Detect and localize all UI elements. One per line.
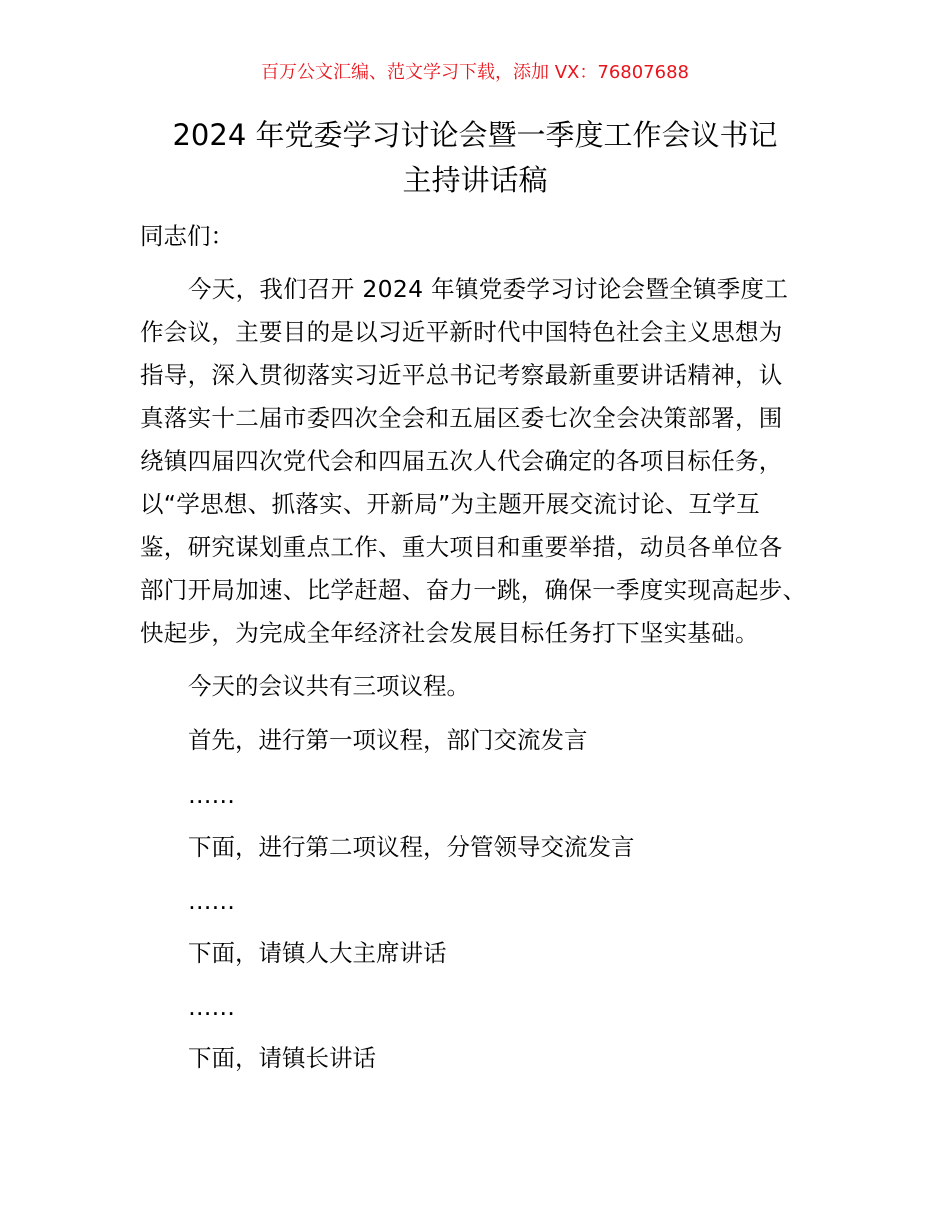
agenda-item: 首先，进行第一项议程，部门交流发言 bbox=[188, 726, 588, 754]
watermark-header: 百万公文汇编、范文学习下载，添加 VX：76807688 bbox=[261, 62, 689, 83]
document-title-line2: 主持讲话稿 bbox=[402, 163, 548, 197]
agenda-item: 下面，请镇人大主席讲话 bbox=[188, 939, 447, 967]
paragraph-line: 绕镇四届四次党代会和四届五次人代会确定的各项目标任务， bbox=[140, 447, 783, 475]
ellipsis: …… bbox=[188, 993, 235, 1021]
agenda-item: 下面，请镇长讲话 bbox=[188, 1044, 376, 1072]
agenda-intro: 今天的会议共有三项议程。 bbox=[188, 672, 470, 700]
paragraph-line: 快起步，为完成全年经济社会发展目标任务打下坚实基础。 bbox=[140, 619, 759, 647]
document-title-line1: 2024 年党委学习讨论会暨一季度工作会议书记 bbox=[172, 118, 778, 152]
ellipsis: …… bbox=[188, 781, 235, 809]
paragraph-line: 真落实十二届市委四次全会和五届区委七次全会决策部署，围 bbox=[140, 404, 783, 432]
paragraph-line: 指导，深入贯彻落实习近平总书记考察最新重要讲话精神，认 bbox=[140, 361, 783, 389]
salutation: 同志们： bbox=[140, 222, 234, 250]
ellipsis: …… bbox=[188, 887, 235, 915]
paragraph-line: 以“学思想、抓落实、开新局”为主题开展交流讨论、互学互 bbox=[140, 490, 760, 518]
paragraph-line: 鉴，研究谋划重点工作、重大项目和重要举措，动员各单位各 bbox=[140, 533, 783, 561]
paragraph-line: 作会议，主要目的是以习近平新时代中国特色社会主义思想为 bbox=[140, 318, 783, 346]
paragraph-line: 今天，我们召开 2024 年镇党委学习讨论会暨全镇季度工 bbox=[188, 275, 789, 303]
paragraph-line: 部门开局加速、比学赶超、奋力一跳，确保一季度实现高起步、 bbox=[140, 576, 807, 604]
agenda-item: 下面，进行第二项议程，分管领导交流发言 bbox=[188, 833, 635, 861]
